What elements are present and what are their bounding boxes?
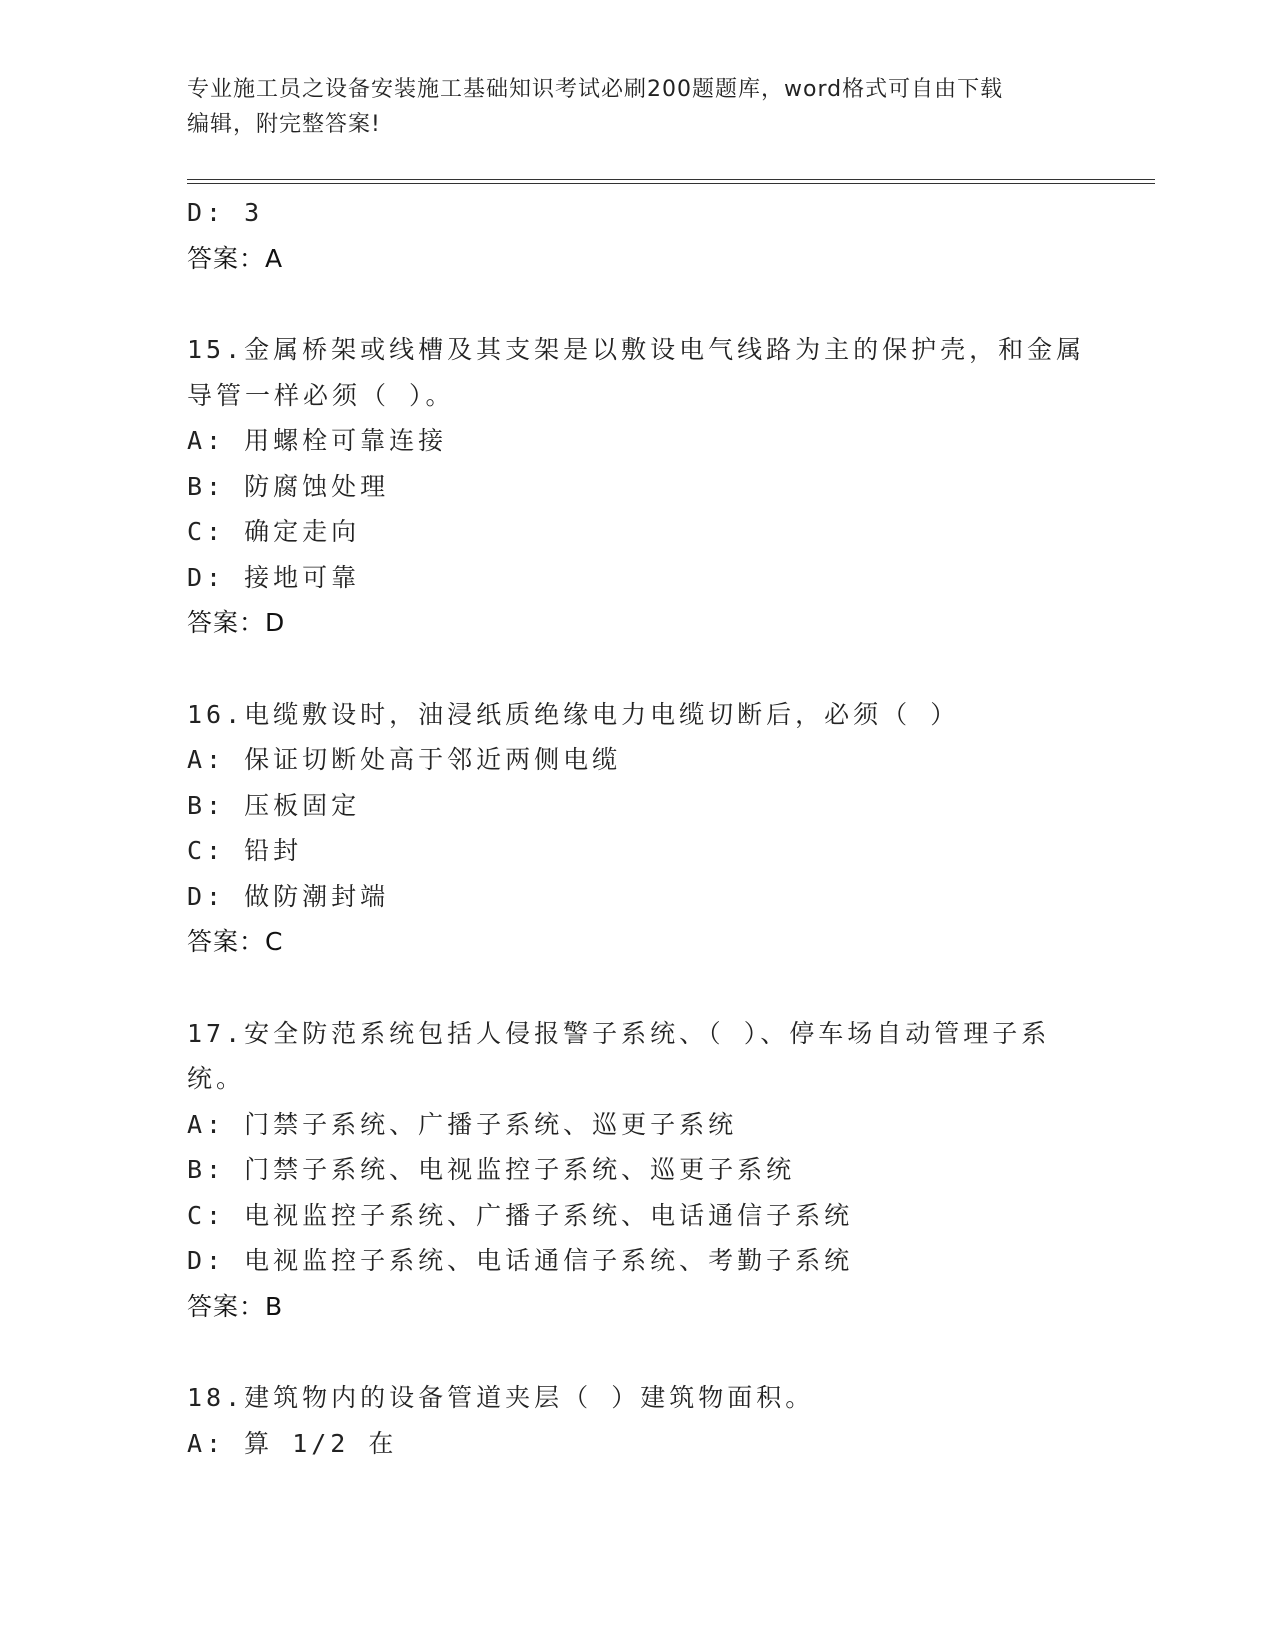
- option-d: D: 做防潮封端: [187, 881, 390, 911]
- question-14-tail: [187, 190, 1087, 281]
- spacer: [187, 646, 1087, 692]
- question-stem-continued: 导管一样必须（ ）。: [187, 380, 455, 410]
- option-d: D: 接地可靠: [187, 562, 361, 592]
- header-title-line-1: 专业施工员之设备安装施工基础知识考试必刷200题题库，word格式可自由下载: [187, 77, 1004, 102]
- answer: 答案：A: [187, 243, 284, 273]
- question-stem: 17.安全防范系统包括人侵报警子系统、（ ）、停车场自动管理子系: [187, 1018, 1051, 1048]
- option-d: D: 3: [187, 198, 264, 227]
- document-header: [187, 72, 1067, 142]
- question-17: [187, 1011, 1087, 1330]
- question-stem: 15.金属桥架或线槽及其支架是以敷设电气线路为主的保护壳，和金属: [187, 335, 1086, 364]
- option-c: C: 电视监控子系统、广播子系统、电话通信子系统: [187, 1200, 854, 1230]
- option-c: C: 铅封: [187, 836, 303, 865]
- option-b: B: 压板固定: [187, 790, 361, 820]
- option-b: B: 门禁子系统、电视监控子系统、巡更子系统: [187, 1155, 796, 1184]
- answer: 答案：B: [187, 1291, 284, 1321]
- option-b: B: 防腐蚀处理: [187, 471, 390, 501]
- option-a: A: 用螺栓可靠连接: [187, 426, 448, 455]
- option-a: A: 保证切断处高于邻近两侧电缆: [187, 745, 622, 774]
- option-c: C: 确定走向: [187, 517, 361, 546]
- answer: 答案：C: [187, 927, 284, 956]
- header-title-line-2: 编辑，附完整答案!: [187, 112, 381, 137]
- question-stem: 16.电缆敷设时，油浸纸质绝缘电力电缆切断后，必须（ ）: [187, 699, 960, 729]
- question-stem: 18.建筑物内的设备管道夹层（ ）建筑物面积。: [187, 1383, 815, 1412]
- answer: 答案：D: [187, 608, 286, 637]
- question-stem-continued: 统。: [187, 1064, 246, 1093]
- question-15: [187, 327, 1087, 646]
- spacer: [187, 1329, 1087, 1375]
- option-a: A: 门禁子系统、广播子系统、巡更子系统: [187, 1109, 738, 1139]
- option-a: A: 算 1/2 在: [187, 1428, 398, 1458]
- header-divider: [187, 179, 1155, 184]
- question-list: [187, 190, 1087, 1466]
- question-16: [187, 692, 1087, 965]
- spacer: [187, 281, 1087, 327]
- spacer: [187, 965, 1087, 1011]
- option-d: D: 电视监控子系统、电话通信子系统、考勤子系统: [187, 1246, 854, 1275]
- question-18: [187, 1375, 1087, 1466]
